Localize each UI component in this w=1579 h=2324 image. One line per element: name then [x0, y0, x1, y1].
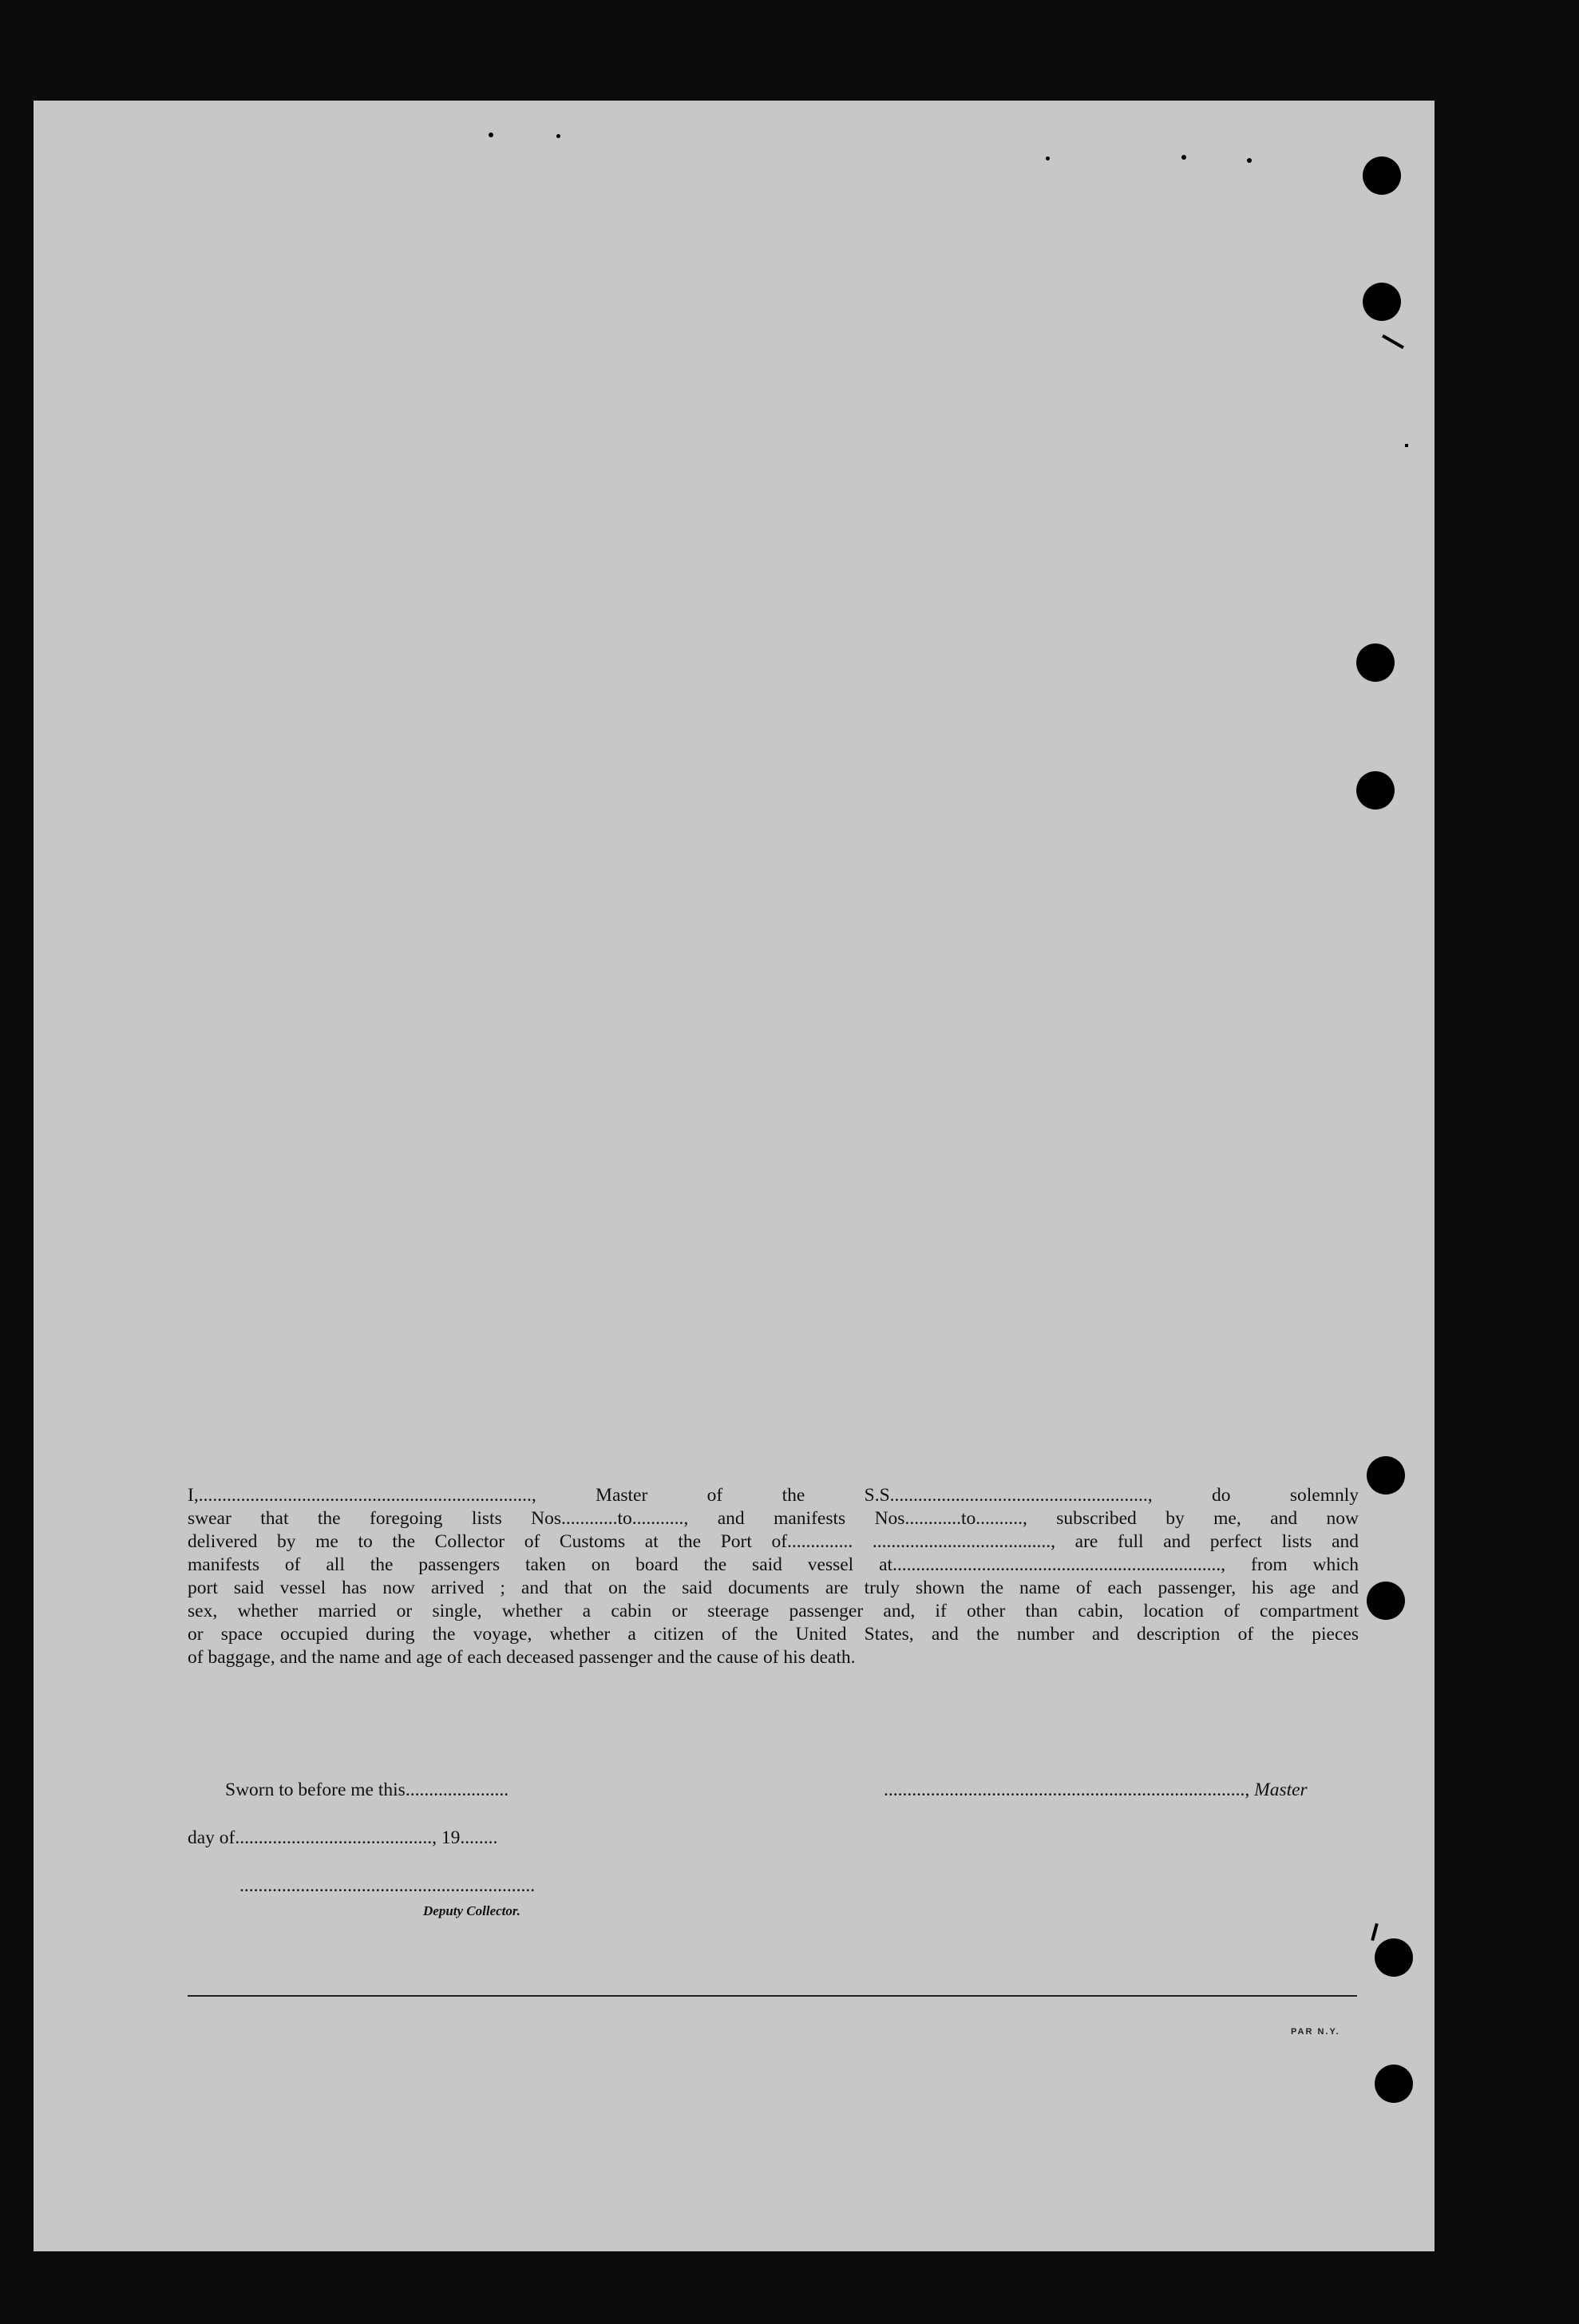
punch-hole [1375, 2065, 1413, 2103]
oath-line: of baggage, and the name and age of each deceased passenger and the cause of his death. [188, 1647, 856, 1668]
oath-line: delivered by me to the Collector of Customs at the Port of.............. ......................................, are full and perfect lists and [188, 1531, 1359, 1552]
punch-hole [1356, 643, 1395, 682]
deputy-signature-line: ............................................................... [239, 1875, 536, 1896]
speck [1247, 158, 1252, 163]
speck [556, 134, 560, 138]
punch-hole [1367, 1456, 1405, 1495]
punch-hole [1375, 1938, 1413, 1977]
master-signature-line [884, 1780, 1308, 1801]
oath-line: swear that the foregoing lists Nos............to..........., and manifests Nos............to.........., subscribed by me, and now [188, 1508, 1359, 1529]
bottom-rule [188, 1995, 1357, 1997]
speck [1405, 444, 1408, 447]
document-page [34, 101, 1435, 2251]
oath-line: manifests of all the passengers taken on board the said vessel at......................................................................, from which [188, 1554, 1359, 1575]
punch-hole [1356, 771, 1395, 810]
oath-line: I,......................................................................., Master of the S.S......................................................., do solemnly [188, 1485, 1359, 1506]
day-of-line: day of.........................................., 19........ [188, 1827, 498, 1848]
punch-hole [1363, 283, 1401, 321]
speck [489, 133, 493, 137]
deputy-collector-label: Deputy Collector. [423, 1903, 520, 1918]
speck [1046, 156, 1050, 160]
punch-hole [1363, 156, 1401, 195]
sworn-before-line: Sworn to before me this...................... [225, 1780, 509, 1800]
oath-line: sex, whether married or single, whether a cabin or steerage passenger and, if other than cabin, location of compartment [188, 1601, 1359, 1621]
speck [1371, 1923, 1379, 1941]
speck [1181, 155, 1186, 160]
speck [1382, 335, 1404, 349]
master-dots: ............................................................................., [884, 1780, 1255, 1800]
printer-mark: PAR N.Y. [1291, 2027, 1340, 2037]
oath-line: or space occupied during the voyage, whether a citizen of the United States, and the number and description of the pieces [188, 1624, 1359, 1645]
master-oath-paragraph [188, 1484, 1359, 1669]
master-label: Master [1254, 1780, 1308, 1800]
punch-hole [1367, 1582, 1405, 1620]
oath-line: port said vessel has now arrived ; and that on the said documents are truly shown the name of each passenger, his age and [188, 1578, 1359, 1598]
